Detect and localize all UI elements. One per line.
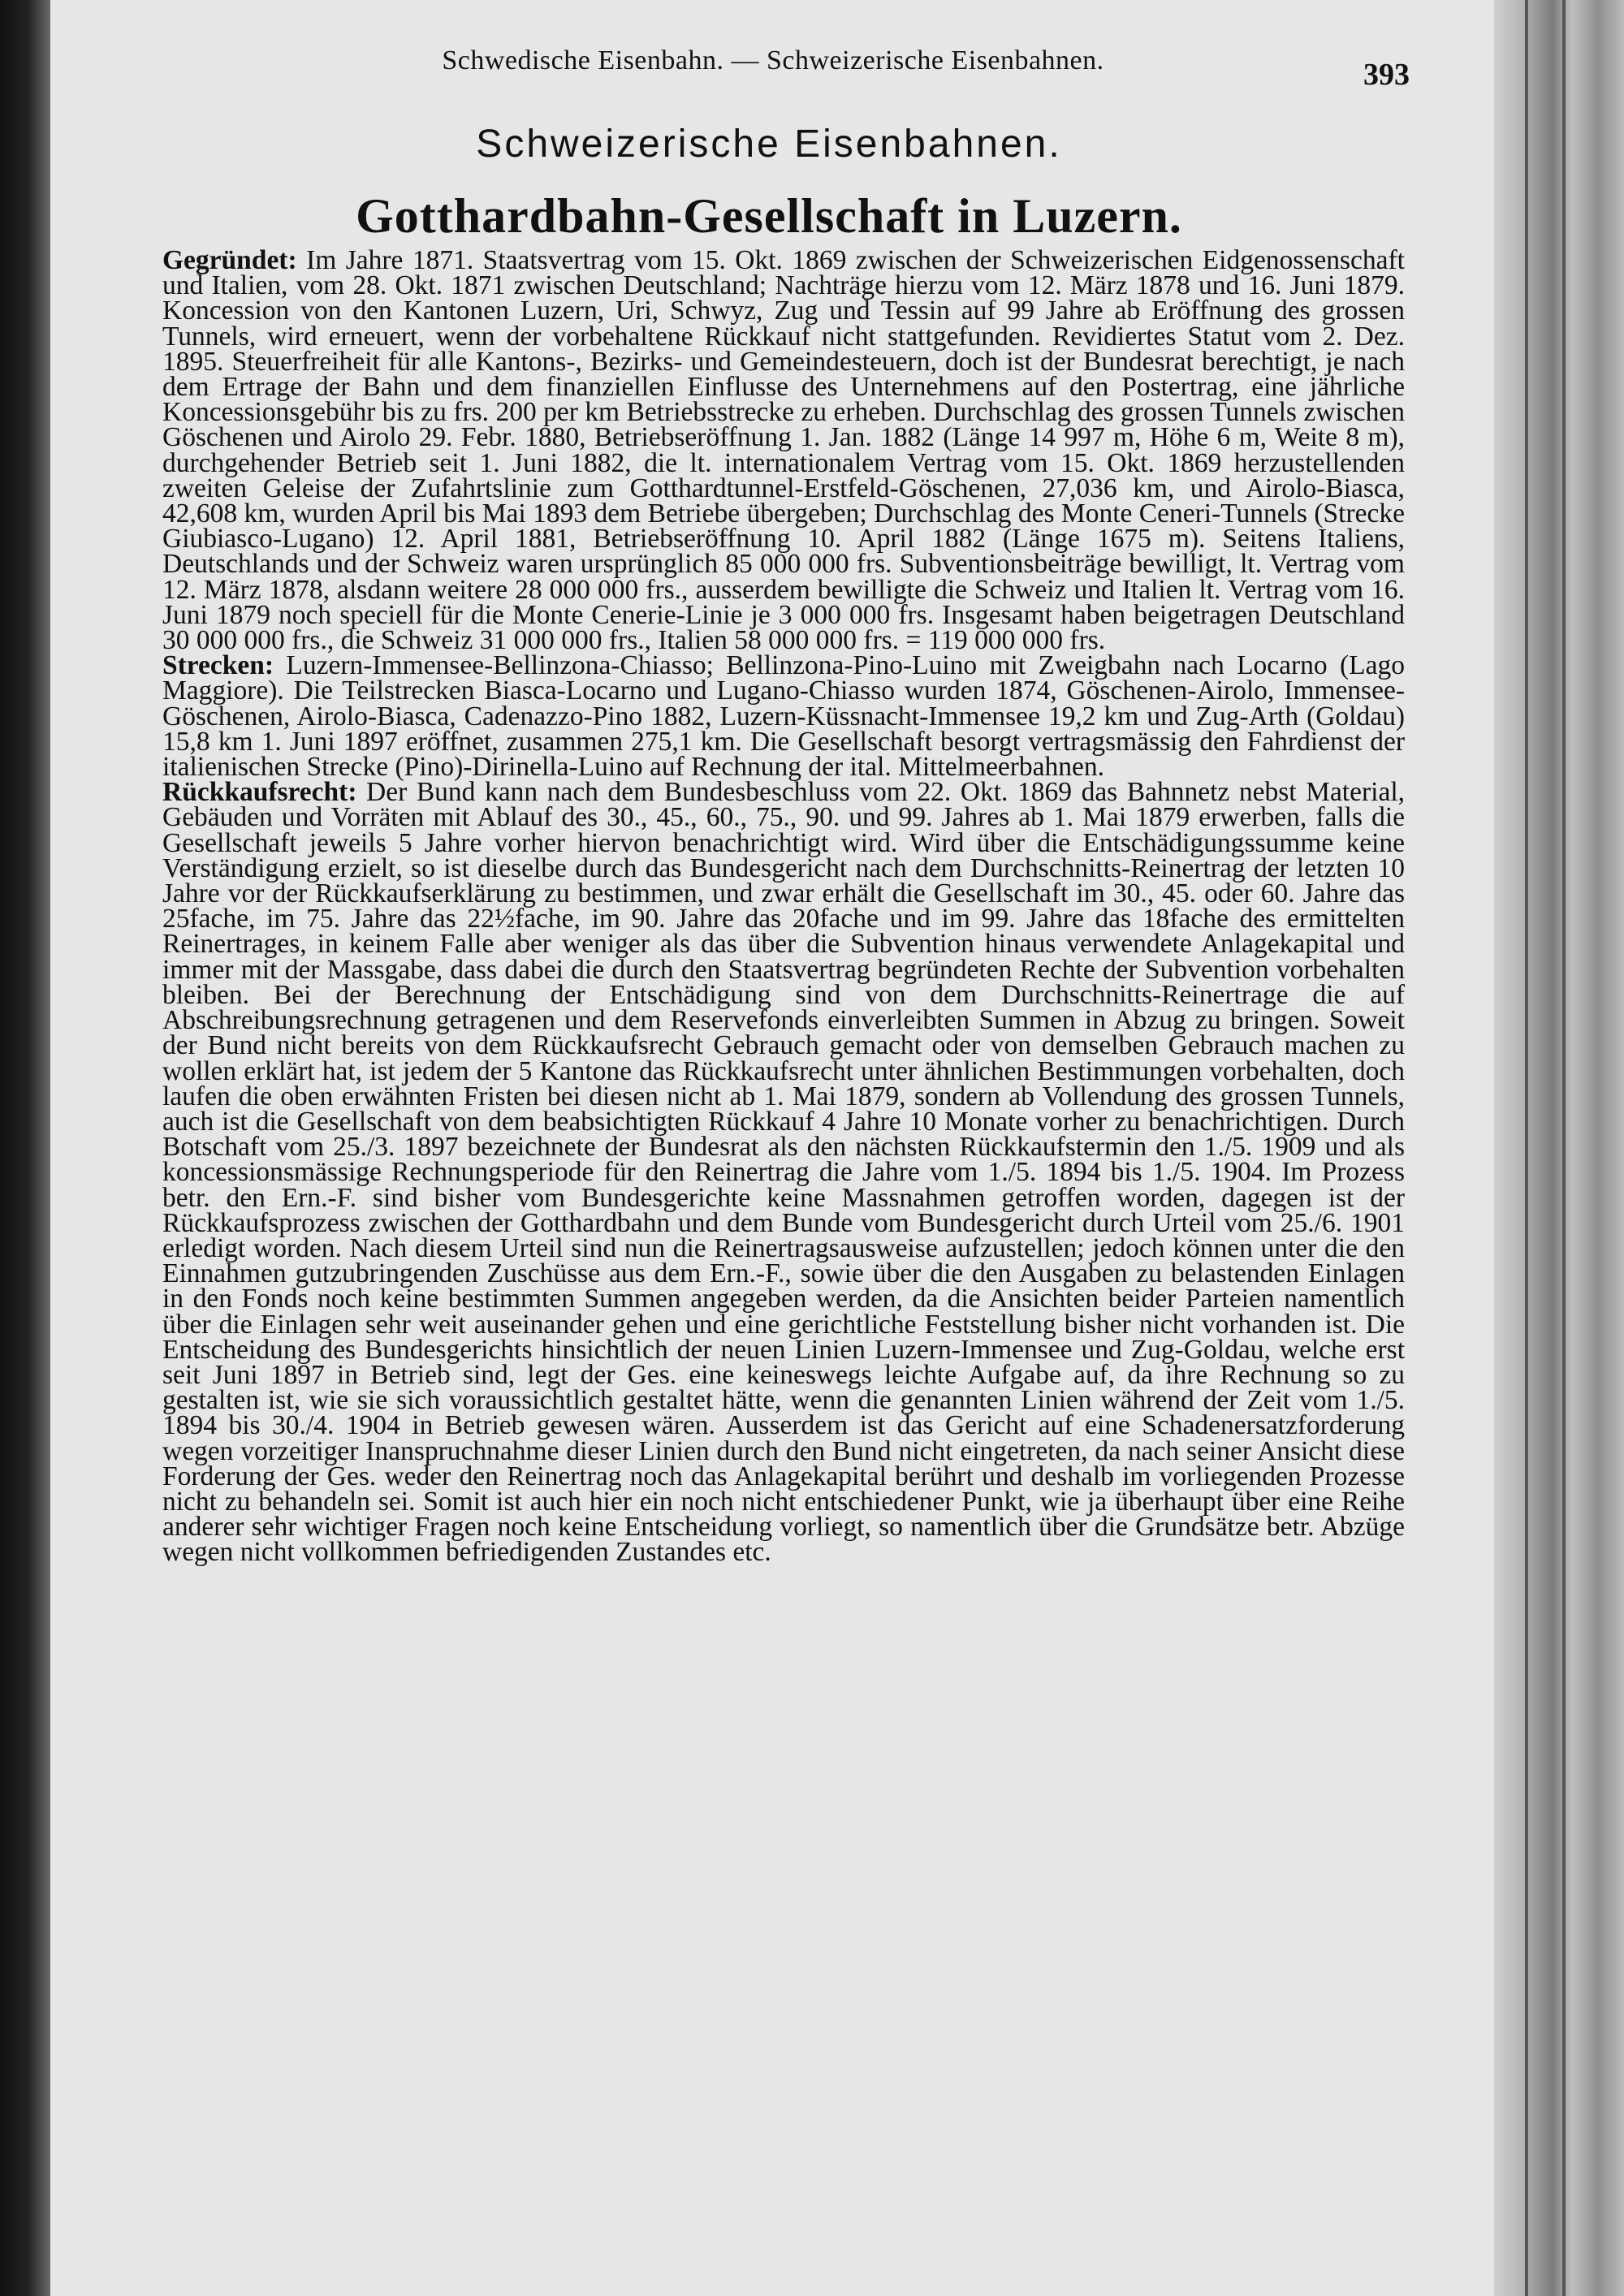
paragraph-lead: Gegründet: (162, 245, 297, 275)
section-title: Schweizerische Eisenbahnen. (476, 123, 1062, 166)
company-title: Gotthardbahn-Gesellschaft in Luzern. (356, 189, 1182, 243)
page-edge-line (1525, 0, 1528, 2296)
document-page (50, 0, 1494, 2296)
page-edge-right (1494, 0, 1624, 2296)
paragraph-lead: Strecken: (162, 650, 274, 681)
paragraph-rueckkaufsrecht (162, 777, 1405, 1568)
paragraph-text: Im Jahre 1871. Staatsvertrag vom 15. Okt. 1869 zwischen der Schweizerischen Eidgenossenschaft und Italien, vom 28. Okt. 1871 zwischen Deutschland; Nachträge hierzu vom 12. März 1878 und 16. Juni 1879. Koncession von den Kantonen Luzern, Uri, Schwyz, Zug und Tessin auf 99 Jahre ab Eröffnung des grossen Tunnels, wird erneuert, wenn der vorbehaltene Rückkauf nicht stattgefunden. Revidiertes Statut vom 2. Dez. 1895. Steuerfreiheit für alle Kantons-, Bezirks- und Gemeindesteuern, doch ist der Bundesrat berechtigt, je nach dem Ertrage der Bahn und dem finanziellen Einflusse des Unternehmens auf den Postertrag, eine jährliche Koncessionsgebühr bis zu frs. 200 per km Betriebsstrecke zu erheben. Durchschlag des grossen Tunnels zwischen Göschenen und Airolo 29. Febr. 1880, Betriebseröffnung 1. Jan. 1882 (Länge 14 997 m, Höhe 6 m, Weite 8 m), durchgehender Betrieb seit 1. Juni 1882, die lt. internationalem Vertrag vom 15. Okt. 1869 herzustellenden zweiten Geleise der Zufahrtslinie zum Gotthardtunnel-Erstfeld-Göschenen, 27,036 km, und Airolo-Biasca, 42,608 km, wurden April bis Mai 1893 dem Betriebe übergeben; Durchschlag des Monte Ceneri-Tunnels (Strecke Giubiasco-Lugano) 12. April 1881, Betriebseröffnung 10. April 1882 (Länge 1675 m). Seitens Italiens, Deutschlands und der Schweiz waren ursprünglich 85 000 000 frs. Subventionsbeiträge bewilligt, lt. Vertrag vom 12. März 1878, alsdann weitere 28 000 000 frs., ausserdem bewilligte die Schweiz und Italien lt. Vertrag vom 16. Juni 1879 noch speciell für die Monte Cenerie-Linie je 3 000 000 frs. Insgesamt haben beigetragen Deutschland 30 000 000 frs., die Schweiz 31 000 000 frs., Italien 58 000 000 frs. = 119 000 000 frs. (162, 245, 1405, 656)
running-header: Schwedische Eisenbahn. — Schweizerische Eisenbahnen. (442, 45, 1104, 76)
body-text (162, 245, 1405, 1568)
page-number: 393 (1363, 58, 1410, 92)
paragraph-text: Der Bund kann nach dem Bundesbeschluss vom 22. Okt. 1869 das Bahnnetz nebst Material, Gebäuden und Vorräten mit Ablauf des 30., 45., 60., 75., 90. und 99. Jahres ab 1. Mai 1879 erwerben, falls die Gesellschaft jeweils 5 Jahre vorher hiervon benachrichtigt wird. Wird über die Entschädigungssumme keine Verständigung erzielt, so ist dieselbe durch das Bundesgericht nach dem Durchschnitts-Reinertrag der letzten 10 Jahre vor der Rückkaufserklärung zu bestimmen, und zwar erhält die Gesellschaft im 30., 45. oder 60. Jahre das 25fache, im 75. Jahre das 22½fache, im 90. Jahre das 20fache und im 99. Jahre das 18fache des ermittelten Reinertrages, in keinem Falle aber weniger als das über die Subvention hinaus verwendete Anlagekapital und immer mit der Massgabe, dass dabei die durch den Staatsvertrag begründeten Rechte der Subvention vorbehalten bleiben. Bei der Berechnung der Entschädigung sind von dem Durchschnitts-Reinertrage die auf Abschreibungsrechnung getragenen und dem Reservefonds einverleibten Summen in Abzug zu bringen. Soweit der Bund nicht bereits von dem Rückkaufsrecht Gebrauch gemacht oder von demselben Gebrauch machen zu wollen erklärt hat, ist jedem der 5 Kantone das Rückkaufsrecht unter ähnlichen Bestimmungen vorbehalten, doch laufen die oben erwähnten Fristen bei diesen nicht ab 1. Mai 1879, sondern ab Vollendung des grossen Tunnels, auch ist die Gesellschaft von dem beabsichtigten Rückkauf 4 Jahre 10 Monate vorher zu benachrichtigen. Durch Botschaft vom 25./3. 1897 bezeichnete der Bundesrat als den nächsten Rückkaufstermin den 1./5. 1909 und als koncessionsmässige Rechnungsperiode für den Reinertrag die Jahre vom 1./5. 1894 bis 1./5. 1904. Im Prozess betr. den Ern.-F. sind bisher vom Bundesgerichte keine Massnahmen getroffen worden, dagegen ist der Rückkaufsprozess zwischen der Gotthardbahn und dem Bunde vom Bundesgericht durch Urteil vom 25./6. 1901 erledigt worden. Nach diesem Urteil sind nun die Reinertragsausweise aufzustellen; jedoch können unter die den Einnahmen gutzubringenden Zuschüsse aus dem Ern.-F., sowie über die den Ausgaben zu belastenden Einlagen in den Fonds noch keine bestimmten Summen angegeben werden, da die Ansichten beider Parteien namentlich über die Einlagen sehr weit auseinander gehen und eine gerichtliche Feststellung bisher nicht vorhanden ist. Die Entscheidung des Bundesgerichts hinsichtlich der neuen Linien Luzern-Immensee und Zug-Goldau, welche erst seit Juni 1897 in Betrieb sind, legt der Ges. eine keineswegs leichte Aufgabe auf, da ihre Rechnung so zu gestalten ist, wie sie sich voraussichtlich gestaltet hätte, wenn die genannten Linien während der Zeit vom 1./5. 1894 bis 30./4. 1904 in Betrieb gewesen wären. Ausserdem ist das Gericht auf eine Schadenersatzforderung wegen vorzeitiger Inanspruchnahme dieser Linien durch den Bund nicht eingetreten, da nach seiner Ansicht diese Forderung der Ges. weder den Reinertrag noch das Anlagekapital berührt und deshalb im vorliegenden Prozesse nicht zu behandeln sei. Somit ist auch hier ein noch nicht entschiedener Punkt, wie ja überhaupt über eine Reihe anderer sehr wichtiger Fragen noch keine Entscheidung vorliegt, so namentlich über die Grundsätze betr. Abzüge wegen nicht vollkommen befriedigenden Zustandes etc. (162, 777, 1405, 1568)
paragraph-lead: Rückkaufsrecht: (162, 777, 357, 808)
paragraph-gegruendet (162, 245, 1405, 656)
paragraph-text: Luzern-Immensee-Bellinzona-Chiasso; Bellinzona-Pino-Luino mit Zweigbahn nach Locarno (Lago Maggiore). Die Teilstrecken Biasca-Locarno und Lugano-Chiasso wurden 1874, Göschenen-Airolo, Immensee-Göschenen, Airolo-Biasca, Cadenazzo-Pino 1882, Luzern-Küssnacht-Immensee 19,2 km und Zug-Arth (Goldau) 15,8 km 1. Juni 1897 eröffnet, zusammen 275,1 km. Die Gesellschaft besorgt vertragsmässig den Fahrdienst der italienischen Strecke (Pino)-Dirinella-Luino auf Rechnung der ital. Mittelmeerbahnen. (162, 650, 1405, 783)
binding-shadow-left (0, 0, 50, 2296)
page-edge-line (1562, 0, 1566, 2296)
paragraph-strecken (162, 650, 1405, 783)
